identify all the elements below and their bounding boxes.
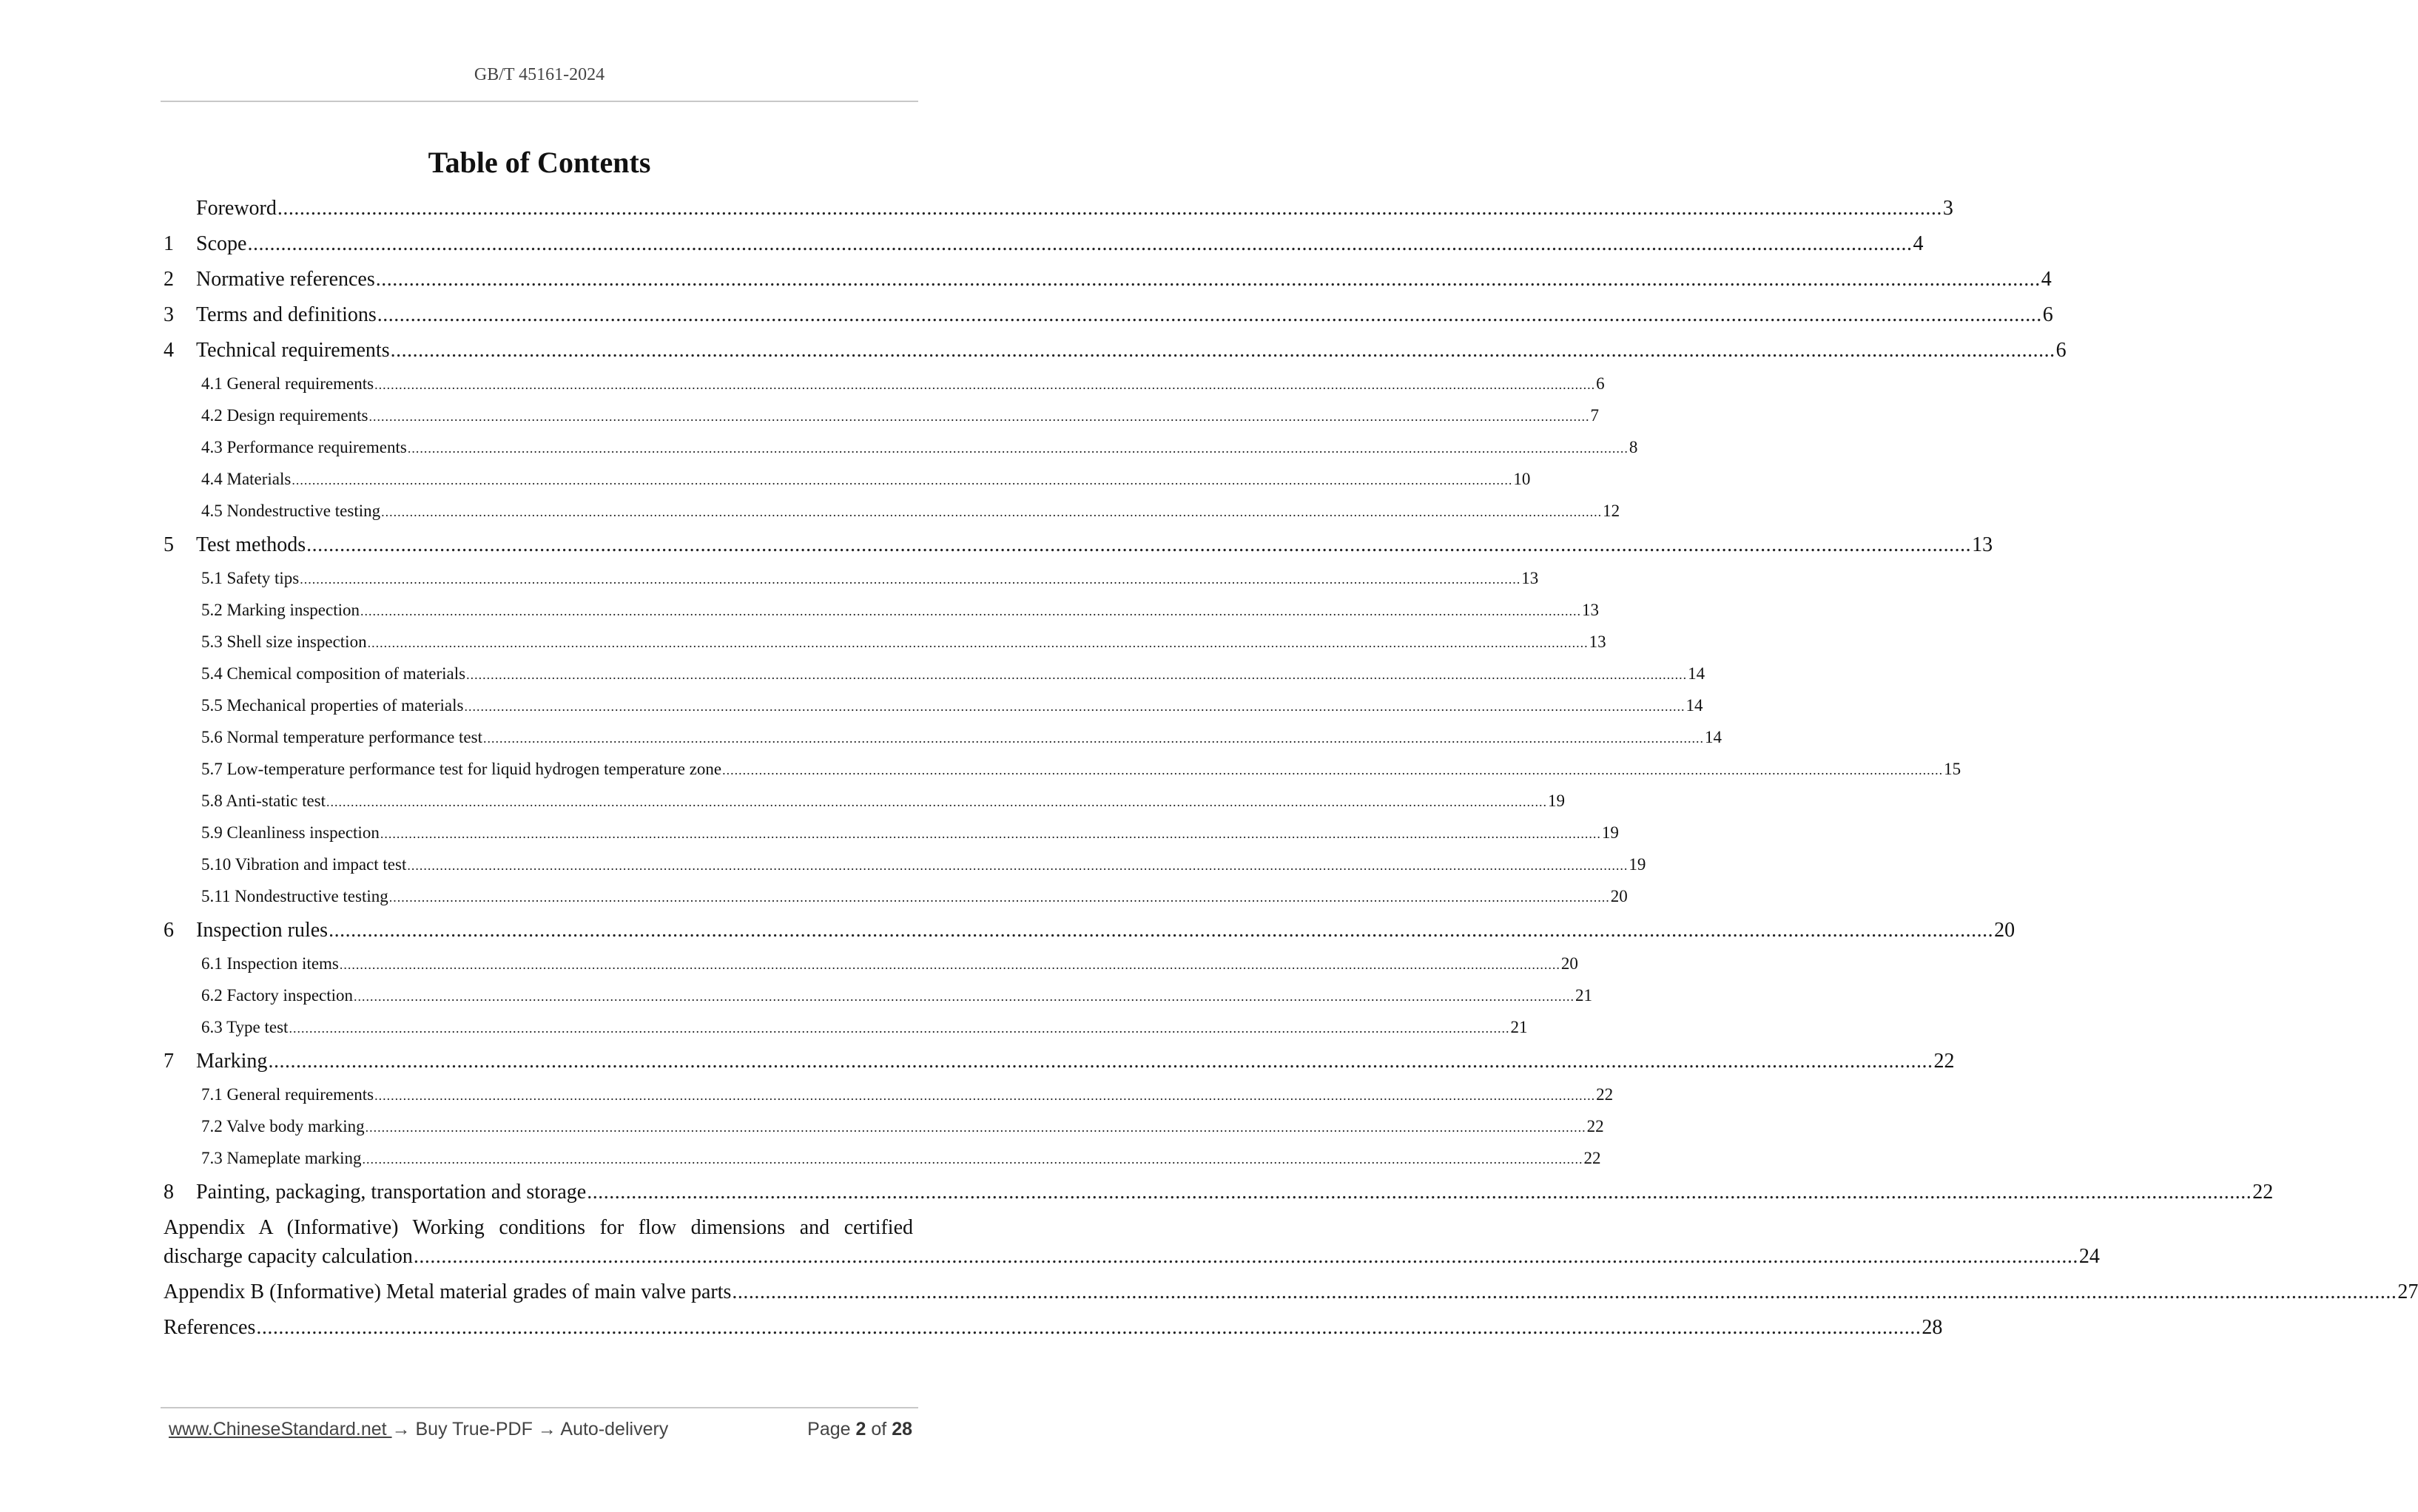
toc-entry-title: 5.11 Nondestructive testing xyxy=(201,887,388,905)
toc-entry-title: 5.3 Shell size inspection xyxy=(201,632,367,651)
page-title: Table of Contents xyxy=(428,146,651,179)
toc-page-number: 28 xyxy=(1922,1316,1943,1339)
toc-page-number: 27 xyxy=(2397,1280,2418,1303)
toc-dot-leader: ............................................................................................................................................................................................................................................................................................................ xyxy=(732,1280,2397,1303)
toc-dot-leader: ............................................................................................................................................................................................................................................................................................................ xyxy=(292,473,1513,487)
toc-dot-leader: ............................................................................................................................................................................................................................................................................................................ xyxy=(306,533,1972,556)
toc-entry-title: 4.2 Design requirements xyxy=(201,406,368,425)
toc-entry-title: Foreword xyxy=(196,197,277,220)
toc-dot-leader: ............................................................................................................................................................................................................................................................................................................ xyxy=(289,1021,1510,1036)
toc-page-number: 12 xyxy=(1603,502,1620,520)
toc-entry[interactable] xyxy=(164,632,1606,664)
toc-page-number: 10 xyxy=(1513,470,1531,488)
toc-entry-number: 5 xyxy=(164,533,174,556)
toc-entry-title: 6.1 Inspection items xyxy=(201,954,339,973)
toc-dot-leader: ............................................................................................................................................................................................................................................................................................................ xyxy=(300,572,1521,587)
arrow-icon: → xyxy=(391,1419,411,1440)
toc-page-number: 14 xyxy=(1685,696,1703,715)
toc-entry-title: Normative references xyxy=(196,268,375,291)
toc-dot-leader: ............................................................................................................................................................................................................................................................................................................ xyxy=(413,1245,2078,1268)
toc-entry-number: 6 xyxy=(164,919,174,942)
arrow-icon: → xyxy=(537,1419,556,1440)
toc-entry[interactable] xyxy=(164,268,2052,303)
toc-dot-leader: ............................................................................................................................................................................................................................................................................................................ xyxy=(380,826,1601,841)
toc-page-number: 13 xyxy=(1972,533,1993,556)
toc-entry-title: 4.3 Performance requirements xyxy=(201,438,407,456)
toc-entry[interactable] xyxy=(164,1050,1955,1085)
toc-entry-title: Scope xyxy=(196,232,247,255)
page-indicator xyxy=(807,1419,912,1440)
toc-page-number: 13 xyxy=(1582,601,1599,619)
toc-entry-title: Technical requirements xyxy=(196,339,390,362)
toc-entry[interactable] xyxy=(164,919,2015,954)
toc-page-number: 21 xyxy=(1575,986,1593,1005)
toc-page-number: 6 xyxy=(1596,374,1605,393)
toc-entry[interactable] xyxy=(164,601,1599,632)
toc-dot-leader: ............................................................................................................................................................................................................................................................................................................ xyxy=(277,197,1942,220)
toc-entry-title: Painting, packaging, transportation and storage xyxy=(196,1181,587,1204)
toc-entry-number: 4 xyxy=(164,339,174,362)
toc-entry[interactable] xyxy=(164,232,1924,268)
toc-page-number: 4 xyxy=(1913,232,1924,255)
toc-dot-leader: ............................................................................................................................................................................................................................................................................................................ xyxy=(256,1316,1922,1339)
toc-page-number: 19 xyxy=(1548,792,1566,810)
toc-page-number: 19 xyxy=(1629,855,1646,874)
toc-page-number: 15 xyxy=(1944,760,1961,778)
toc-entry-title: 7.1 General requirements xyxy=(201,1085,374,1104)
toc-page-number: 22 xyxy=(1933,1050,1955,1073)
toc-entry[interactable] xyxy=(164,954,1578,986)
toc-entry[interactable] xyxy=(164,374,1605,406)
toc-entry-number: 1 xyxy=(164,232,174,255)
toc-entry[interactable] xyxy=(164,1245,2100,1274)
table-of-contents xyxy=(164,197,2418,1351)
toc-dot-leader: ............................................................................................................................................................................................................................................................................................................ xyxy=(339,957,1560,972)
toc-page-number: 22 xyxy=(1596,1085,1614,1104)
toc-entry-title: 7.3 Nameplate marking xyxy=(201,1149,362,1167)
toc-entry[interactable] xyxy=(164,792,1566,823)
toc-dot-leader: ............................................................................................................................................................................................................................................................................................................ xyxy=(268,1050,1933,1073)
toc-page-number: 22 xyxy=(1586,1117,1604,1135)
toc-entry-title: 5.1 Safety tips xyxy=(201,569,300,587)
toc-entry[interactable] xyxy=(164,887,1628,919)
page-footer xyxy=(169,1419,912,1448)
toc-entry-title: 5.4 Chemical composition of materials xyxy=(201,664,466,683)
toc-entry[interactable] xyxy=(164,1117,1604,1149)
page-total: 28 xyxy=(892,1419,912,1440)
toc-dot-leader: ............................................................................................................................................................................................................................................................................................................ xyxy=(362,1152,1583,1167)
toc-dot-leader: ............................................................................................................................................................................................................................................................................................................ xyxy=(374,1088,1596,1103)
toc-dot-leader: ............................................................................................................................................................................................................................................................................................................ xyxy=(388,890,1610,905)
toc-entry-number: 8 xyxy=(164,1181,174,1204)
header-divider xyxy=(161,101,918,102)
document-code-header: GB/T 45161-2024 xyxy=(474,65,605,84)
toc-entry-title: 5.9 Cleanliness inspection xyxy=(201,823,380,842)
toc-dot-leader: ............................................................................................................................................................................................................................................................................................................ xyxy=(587,1181,2252,1204)
toc-dot-leader: ............................................................................................................................................................................................................................................................................................................ xyxy=(482,731,1704,746)
toc-entry-title: 6.2 Factory inspection xyxy=(201,986,354,1005)
toc-entry[interactable] xyxy=(164,303,2053,339)
toc-entry-title: 5.10 Vibration and impact test xyxy=(201,855,407,874)
toc-entry-title: 5.6 Normal temperature performance test xyxy=(201,728,482,746)
toc-entry[interactable] xyxy=(164,406,1599,438)
footer-promo xyxy=(169,1419,668,1440)
toc-dot-leader: ............................................................................................................................................................................................................................................................................................................ xyxy=(247,232,1913,255)
toc-page-number: 13 xyxy=(1521,569,1539,587)
toc-dot-leader: ............................................................................................................................................................................................................................................................................................................ xyxy=(390,339,2055,362)
toc-entry-number: 2 xyxy=(164,268,174,291)
toc-dot-leader: ............................................................................................................................................................................................................................................................................................................ xyxy=(326,794,1548,809)
toc-entry[interactable] xyxy=(164,986,1593,1018)
toc-entry[interactable] xyxy=(164,339,2067,374)
toc-entry[interactable] xyxy=(164,855,1646,887)
toc-page-number: 22 xyxy=(1583,1149,1601,1167)
toc-entry[interactable] xyxy=(164,664,1705,696)
toc-entry-title: Appendix B (Informative) Metal material grades of main valve parts xyxy=(164,1280,732,1303)
toc-entry-appendix-a[interactable] xyxy=(164,1216,2100,1274)
toc-dot-leader: ............................................................................................................................................................................................................................................................................................................ xyxy=(466,667,1688,682)
toc-entry-title: Terms and definitions xyxy=(196,303,377,326)
toc-entry[interactable] xyxy=(164,1181,2274,1216)
toc-entry-number: 3 xyxy=(164,303,174,326)
toc-entry-title: 4.5 Nondestructive testing xyxy=(201,502,381,520)
of-label: of xyxy=(871,1419,887,1440)
toc-page-number: 13 xyxy=(1589,632,1606,651)
toc-entry[interactable] xyxy=(164,696,1703,728)
toc-entry-number: 7 xyxy=(164,1050,174,1073)
toc-entry-title: References xyxy=(164,1316,256,1339)
toc-entry-title: Inspection rules xyxy=(196,919,329,942)
page-label: Page xyxy=(807,1419,851,1440)
toc-entry[interactable] xyxy=(164,1018,1528,1050)
toc-entry-title: 7.2 Valve body marking xyxy=(201,1117,365,1135)
toc-entry[interactable] xyxy=(164,470,1531,502)
toc-entry[interactable] xyxy=(164,728,1722,760)
toc-dot-leader: ............................................................................................................................................................................................................................................................................................................ xyxy=(381,504,1603,519)
toc-entry[interactable] xyxy=(164,569,1539,601)
buy-pdf-text: Buy True-PDF xyxy=(410,1419,538,1440)
toc-page-number: 14 xyxy=(1704,728,1722,746)
toc-entry[interactable] xyxy=(164,197,1953,232)
toc-dot-leader: ............................................................................................................................................................................................................................................................................................................ xyxy=(375,268,2041,291)
toc-entry-title: 4.1 General requirements xyxy=(201,374,374,393)
toc-page-number: 8 xyxy=(1629,438,1638,456)
toc-page-number: 19 xyxy=(1601,823,1619,842)
auto-delivery-text: Auto-delivery xyxy=(556,1419,669,1440)
toc-page-number: 6 xyxy=(2042,303,2053,326)
toc-dot-leader: ............................................................................................................................................................................................................................................................................................................ xyxy=(374,377,1596,392)
toc-dot-leader: ............................................................................................................................................................................................................................................................................................................ xyxy=(367,635,1589,650)
toc-entry[interactable] xyxy=(164,760,1961,792)
toc-entry-title: 5.5 Mechanical properties of materials xyxy=(201,696,464,715)
toc-dot-leader: ............................................................................................................................................................................................................................................................................................................ xyxy=(329,919,1994,942)
toc-entry[interactable] xyxy=(164,1316,1943,1351)
footer-divider xyxy=(161,1407,918,1408)
toc-dot-leader: ............................................................................................................................................................................................................................................................................................................ xyxy=(368,409,1590,424)
toc-page-number: 20 xyxy=(1560,954,1578,973)
toc-dot-leader: ............................................................................................................................................................................................................................................................................................................ xyxy=(407,858,1629,873)
toc-page-number: 21 xyxy=(1510,1018,1528,1036)
toc-entry[interactable] xyxy=(164,502,1620,533)
toc-entry-title: 6.3 Type test xyxy=(201,1018,289,1036)
toc-page-number: 20 xyxy=(1994,919,2015,942)
toc-page-number: 22 xyxy=(2252,1181,2274,1204)
toc-page-number: 24 xyxy=(2078,1245,2100,1268)
toc-entry-title: 4.4 Materials xyxy=(201,470,292,488)
toc-entry[interactable] xyxy=(164,1280,2418,1316)
toc-entry-title: 5.8 Anti-static test xyxy=(201,792,326,810)
toc-entry-title: 5.7 Low-temperature performance test for liquid hydrogen temperature zone xyxy=(201,760,722,778)
toc-page-number: 7 xyxy=(1590,406,1599,425)
toc-dot-leader: ............................................................................................................................................................................................................................................................................................................ xyxy=(377,303,2042,326)
site-link[interactable]: www.ChineseStandard.net xyxy=(169,1419,392,1440)
toc-dot-leader: ............................................................................................................................................................................................................................................................................................................ xyxy=(464,699,1685,714)
toc-entry-title: 5.2 Marking inspection xyxy=(201,601,360,619)
toc-page-number: 6 xyxy=(2055,339,2067,362)
toc-entry-title: Test methods xyxy=(196,533,306,556)
toc-dot-leader: ............................................................................................................................................................................................................................................................................................................ xyxy=(722,763,1944,777)
toc-entry[interactable] xyxy=(164,438,1638,470)
toc-entry[interactable] xyxy=(164,533,1993,569)
toc-page-number: 20 xyxy=(1610,887,1628,905)
toc-page-number: 4 xyxy=(2041,268,2052,291)
page-number: 2 xyxy=(855,1419,866,1440)
toc-entry-title: Marking xyxy=(196,1050,268,1073)
toc-entry[interactable] xyxy=(164,1085,1614,1117)
toc-entry[interactable] xyxy=(164,823,1619,855)
toc-page-number: 14 xyxy=(1688,664,1705,683)
toc-dot-leader: ............................................................................................................................................................................................................................................................................................................ xyxy=(365,1120,1586,1135)
toc-dot-leader: ............................................................................................................................................................................................................................................................................................................ xyxy=(407,441,1629,456)
toc-entry-title: Appendix A (Informative) Working conditions for flow dimensions and certified xyxy=(164,1216,913,1239)
toc-entry-title: discharge capacity calculation xyxy=(164,1245,413,1268)
toc-dot-leader: ............................................................................................................................................................................................................................................................................................................ xyxy=(360,604,1581,618)
toc-page-number: 3 xyxy=(1942,197,1953,220)
toc-entry[interactable] xyxy=(164,1149,1601,1181)
toc-dot-leader: ............................................................................................................................................................................................................................................................................................................ xyxy=(354,989,1575,1004)
